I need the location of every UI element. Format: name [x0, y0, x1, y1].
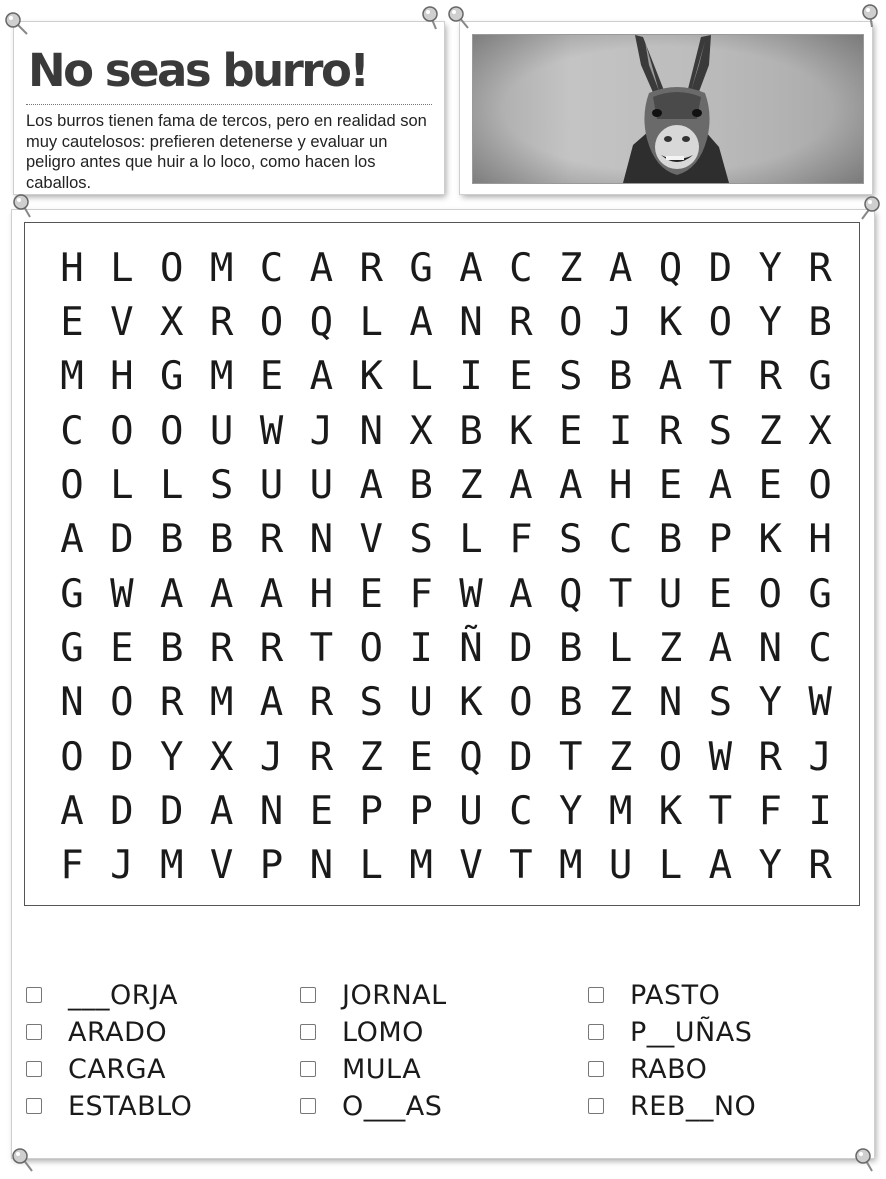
- grid-letter[interactable]: E: [758, 462, 782, 508]
- grid-letter[interactable]: K: [459, 680, 483, 726]
- grid-letter[interactable]: A: [608, 245, 633, 291]
- grid-letter[interactable]: D: [110, 788, 134, 834]
- word-label: MULA: [342, 1053, 422, 1085]
- grid-letter[interactable]: E: [558, 408, 583, 454]
- word-checkbox[interactable]: [588, 1061, 604, 1077]
- donkey-photo: [472, 34, 864, 184]
- grid-letter[interactable]: P: [708, 517, 733, 563]
- grid-letter[interactable]: N: [259, 788, 284, 834]
- grid-letter[interactable]: D: [509, 734, 533, 780]
- grid-letter[interactable]: E: [259, 354, 284, 400]
- grid-letter[interactable]: G: [409, 245, 433, 291]
- grid-letter[interactable]: A: [259, 680, 284, 726]
- grid-letter[interactable]: O: [509, 680, 533, 726]
- grid-letter[interactable]: T: [558, 734, 583, 780]
- grid-letter[interactable]: R: [808, 245, 832, 291]
- grid-letter[interactable]: I: [608, 408, 633, 454]
- word-checkbox[interactable]: [26, 1098, 42, 1114]
- grid-letter[interactable]: S: [359, 680, 383, 726]
- grid-letter[interactable]: E: [309, 788, 334, 834]
- grid-letter[interactable]: E: [509, 354, 533, 400]
- word-checkbox[interactable]: [300, 987, 316, 1003]
- grid-letter[interactable]: L: [359, 843, 383, 889]
- word-item[interactable]: [26, 1054, 166, 1084]
- word-item[interactable]: [588, 1091, 756, 1121]
- grid-letter[interactable]: B: [558, 625, 583, 671]
- grid-letter[interactable]: Y: [558, 788, 583, 834]
- grid-letter[interactable]: A: [359, 462, 383, 508]
- grid-letter[interactable]: H: [808, 517, 832, 563]
- word-item[interactable]: [300, 1091, 442, 1121]
- grid-letter[interactable]: O: [558, 299, 583, 345]
- grid-letter[interactable]: U: [608, 843, 633, 889]
- grid-letter[interactable]: U: [309, 462, 334, 508]
- grid-letter[interactable]: Y: [758, 843, 782, 889]
- grid-letter[interactable]: Z: [758, 408, 782, 454]
- grid-letter[interactable]: U: [459, 788, 483, 834]
- grid-letter[interactable]: O: [110, 408, 134, 454]
- grid-letter[interactable]: T: [608, 571, 633, 617]
- word-item[interactable]: [588, 980, 720, 1010]
- grid-letter[interactable]: N: [359, 408, 383, 454]
- page-title: No seas burro!: [28, 44, 368, 97]
- grid-letter[interactable]: D: [509, 625, 533, 671]
- grid-letter[interactable]: A: [60, 517, 84, 563]
- grid-letter[interactable]: A: [658, 354, 683, 400]
- grid-letter[interactable]: L: [459, 517, 483, 563]
- grid-letter[interactable]: W: [808, 680, 832, 726]
- grid-letter[interactable]: R: [758, 354, 782, 400]
- grid-letter[interactable]: Y: [758, 299, 782, 345]
- word-item[interactable]: [588, 1054, 707, 1084]
- grid-letter[interactable]: O: [259, 299, 284, 345]
- grid-letter[interactable]: R: [808, 843, 832, 889]
- grid-letter[interactable]: Z: [608, 680, 633, 726]
- grid-letter[interactable]: O: [808, 462, 832, 508]
- grid-letter[interactable]: L: [110, 245, 134, 291]
- grid-letter[interactable]: N: [309, 517, 334, 563]
- grid-letter[interactable]: R: [209, 625, 234, 671]
- word-label: JORNAL: [342, 979, 447, 1011]
- word-label: PASTO: [630, 979, 721, 1011]
- grid-letter[interactable]: C: [60, 408, 84, 454]
- grid-letter[interactable]: P: [409, 788, 433, 834]
- word-item[interactable]: [300, 1017, 424, 1047]
- grid-letter[interactable]: C: [509, 788, 533, 834]
- grid-letter[interactable]: U: [658, 571, 683, 617]
- grid-letter[interactable]: G: [159, 354, 184, 400]
- word-list: [12, 980, 874, 1130]
- grid-letter[interactable]: Q: [658, 245, 683, 291]
- grid-letter[interactable]: H: [60, 245, 84, 291]
- grid-letter[interactable]: R: [259, 517, 284, 563]
- word-item[interactable]: [588, 1017, 752, 1047]
- grid-letter[interactable]: X: [808, 408, 832, 454]
- grid-letter[interactable]: K: [359, 354, 383, 400]
- grid-letter[interactable]: R: [309, 734, 334, 780]
- grid-letter[interactable]: L: [359, 299, 383, 345]
- photo-card: [460, 22, 872, 194]
- grid-letter[interactable]: S: [409, 517, 433, 563]
- grid-letter[interactable]: R: [209, 299, 234, 345]
- grid-letter[interactable]: Y: [758, 680, 782, 726]
- grid-letter[interactable]: J: [110, 843, 134, 889]
- word-item[interactable]: [300, 1054, 421, 1084]
- grid-letter[interactable]: G: [60, 571, 84, 617]
- grid-letter[interactable]: J: [808, 734, 832, 780]
- grid-letter[interactable]: V: [359, 517, 383, 563]
- grid-letter[interactable]: O: [359, 625, 383, 671]
- pushpin-icon: [10, 1146, 36, 1172]
- grid-letter[interactable]: L: [110, 462, 134, 508]
- word-checkbox[interactable]: [26, 1024, 42, 1040]
- grid-letter[interactable]: U: [209, 408, 234, 454]
- grid-letter[interactable]: O: [60, 462, 84, 508]
- grid-letter[interactable]: V: [459, 843, 483, 889]
- grid-letter[interactable]: Ñ: [459, 625, 483, 671]
- grid-letter[interactable]: L: [409, 354, 433, 400]
- pushpin-icon: [418, 4, 444, 30]
- grid-letter[interactable]: O: [159, 408, 184, 454]
- grid-letter[interactable]: F: [758, 788, 782, 834]
- grid-letter[interactable]: X: [409, 408, 433, 454]
- grid-letter[interactable]: K: [658, 788, 683, 834]
- grid-letter[interactable]: U: [259, 462, 284, 508]
- grid-letter[interactable]: R: [309, 680, 334, 726]
- grid-letter[interactable]: A: [708, 625, 733, 671]
- grid-letter[interactable]: B: [808, 299, 832, 345]
- word-label: LOMO: [342, 1016, 424, 1048]
- grid-letter[interactable]: O: [110, 680, 134, 726]
- word-checkbox[interactable]: [588, 1098, 604, 1114]
- grid-letter[interactable]: O: [758, 571, 782, 617]
- word-label: ARADO: [68, 1016, 168, 1048]
- grid-letter[interactable]: S: [708, 408, 733, 454]
- grid-letter[interactable]: M: [60, 354, 84, 400]
- word-item[interactable]: [300, 980, 447, 1010]
- word-label: ESTABLO: [68, 1090, 193, 1122]
- grid-letter[interactable]: B: [409, 462, 433, 508]
- grid-letter[interactable]: A: [309, 245, 334, 291]
- grid-letter[interactable]: Z: [359, 734, 383, 780]
- grid-letter[interactable]: V: [209, 843, 234, 889]
- grid-letter[interactable]: A: [509, 571, 533, 617]
- grid-letter[interactable]: B: [159, 625, 184, 671]
- grid-letter[interactable]: Z: [608, 734, 633, 780]
- grid-letter[interactable]: B: [558, 680, 583, 726]
- word-item[interactable]: [26, 980, 178, 1010]
- grid-letter[interactable]: A: [409, 299, 433, 345]
- grid-letter[interactable]: A: [209, 571, 234, 617]
- grid-letter[interactable]: O: [60, 734, 84, 780]
- grid-letter[interactable]: A: [708, 462, 733, 508]
- grid-letter[interactable]: I: [409, 625, 433, 671]
- pushpin-icon: [446, 4, 472, 30]
- word-search-card: [12, 210, 874, 1158]
- grid-letter[interactable]: X: [159, 299, 184, 345]
- grid-letter[interactable]: L: [658, 843, 683, 889]
- grid-letter[interactable]: J: [608, 299, 633, 345]
- pushpin-icon: [3, 10, 29, 36]
- word-item[interactable]: [26, 1091, 192, 1121]
- grid-letter[interactable]: W: [459, 571, 483, 617]
- grid-letter[interactable]: I: [459, 354, 483, 400]
- grid-letter[interactable]: R: [359, 245, 383, 291]
- grid-letter[interactable]: U: [409, 680, 433, 726]
- grid-letter[interactable]: N: [658, 680, 683, 726]
- grid-letter[interactable]: Z: [658, 625, 683, 671]
- grid-letter[interactable]: Z: [558, 245, 583, 291]
- grid-letter[interactable]: Q: [309, 299, 334, 345]
- grid-letter[interactable]: T: [509, 843, 533, 889]
- grid-letter[interactable]: K: [658, 299, 683, 345]
- grid-letter[interactable]: R: [259, 625, 284, 671]
- grid-letter[interactable]: E: [708, 571, 733, 617]
- grid-letter[interactable]: B: [608, 354, 633, 400]
- word-label: ___ORJA: [68, 979, 178, 1011]
- grid-letter[interactable]: A: [459, 245, 483, 291]
- grid-letter[interactable]: F: [509, 517, 533, 563]
- grid-letter[interactable]: F: [409, 571, 433, 617]
- grid-letter[interactable]: W: [708, 734, 733, 780]
- grid-letter[interactable]: R: [758, 734, 782, 780]
- grid-letter[interactable]: H: [110, 354, 134, 400]
- title-divider: [26, 104, 432, 105]
- grid-letter[interactable]: M: [608, 788, 633, 834]
- grid-letter[interactable]: R: [658, 408, 683, 454]
- grid-letter[interactable]: C: [259, 245, 284, 291]
- grid-letter[interactable]: M: [409, 843, 433, 889]
- grid-letter[interactable]: F: [60, 843, 84, 889]
- grid-letter[interactable]: A: [60, 788, 84, 834]
- grid-letter[interactable]: K: [758, 517, 782, 563]
- grid-letter[interactable]: H: [608, 462, 633, 508]
- pushpin-icon: [852, 1146, 878, 1172]
- title-card: [14, 22, 444, 194]
- grid-letter[interactable]: A: [209, 788, 234, 834]
- grid-letter[interactable]: D: [110, 517, 134, 563]
- grid-letter[interactable]: T: [708, 788, 733, 834]
- grid-letter[interactable]: V: [110, 299, 134, 345]
- grid-letter[interactable]: W: [110, 571, 134, 617]
- intro-text: Los burros tienen fama de tercos, pero en realidad son muy cautelosos: prefieren detenerse y evaluar un peligro antes que huir a lo loco, como hacen los caballos.: [26, 112, 427, 192]
- grid-letter[interactable]: S: [558, 354, 583, 400]
- grid-letter[interactable]: G: [60, 625, 84, 671]
- grid-letter[interactable]: A: [309, 354, 334, 400]
- grid-letter[interactable]: A: [159, 571, 184, 617]
- grid-letter[interactable]: M: [209, 680, 234, 726]
- grid-letter[interactable]: O: [159, 245, 184, 291]
- word-checkbox[interactable]: [300, 1024, 316, 1040]
- grid-letter[interactable]: P: [359, 788, 383, 834]
- grid-letter[interactable]: C: [509, 245, 533, 291]
- grid-letter[interactable]: S: [708, 680, 733, 726]
- grid-letter[interactable]: S: [558, 517, 583, 563]
- word-checkbox[interactable]: [300, 1098, 316, 1114]
- grid-letter[interactable]: R: [159, 680, 184, 726]
- grid-letter[interactable]: G: [808, 571, 832, 617]
- grid-letter[interactable]: B: [159, 517, 184, 563]
- grid-letter[interactable]: R: [509, 299, 533, 345]
- word-checkbox[interactable]: [588, 1024, 604, 1040]
- grid-letter[interactable]: A: [558, 462, 583, 508]
- grid-letter[interactable]: T: [708, 354, 733, 400]
- grid-letter[interactable]: C: [808, 625, 832, 671]
- word-checkbox[interactable]: [26, 1061, 42, 1077]
- word-item[interactable]: [26, 1017, 167, 1047]
- grid-letter[interactable]: E: [110, 625, 134, 671]
- grid-letter[interactable]: K: [509, 408, 533, 454]
- grid-letter[interactable]: L: [159, 462, 184, 508]
- grid-letter[interactable]: D: [159, 788, 184, 834]
- grid-letter[interactable]: D: [110, 734, 134, 780]
- word-checkbox[interactable]: [26, 987, 42, 1003]
- grid-letter[interactable]: M: [159, 843, 184, 889]
- grid-letter[interactable]: H: [309, 571, 334, 617]
- grid-letter[interactable]: B: [459, 408, 483, 454]
- grid-letter[interactable]: E: [658, 462, 683, 508]
- grid-letter[interactable]: E: [409, 734, 433, 780]
- grid-letter[interactable]: L: [608, 625, 633, 671]
- grid-letter[interactable]: N: [758, 625, 782, 671]
- pushpin-icon: [858, 2, 884, 28]
- grid-letter[interactable]: A: [259, 571, 284, 617]
- word-label: REB__NO: [630, 1090, 757, 1122]
- grid-letter[interactable]: W: [259, 408, 284, 454]
- grid-letter[interactable]: M: [209, 245, 234, 291]
- grid-letter[interactable]: J: [309, 408, 334, 454]
- grid-letter[interactable]: Y: [758, 245, 782, 291]
- grid-letter[interactable]: P: [259, 843, 284, 889]
- grid-letter[interactable]: C: [608, 517, 633, 563]
- grid-letter[interactable]: D: [708, 245, 733, 291]
- pushpin-icon: [858, 194, 884, 220]
- letter-grid-frame: [24, 222, 860, 906]
- grid-letter[interactable]: G: [808, 354, 832, 400]
- donkey-icon: [473, 35, 863, 183]
- grid-letter[interactable]: X: [209, 734, 234, 780]
- grid-letter[interactable]: Q: [459, 734, 483, 780]
- grid-letter[interactable]: N: [459, 299, 483, 345]
- grid-letter[interactable]: I: [808, 788, 832, 834]
- grid-letter[interactable]: M: [209, 354, 234, 400]
- grid-letter[interactable]: E: [60, 299, 84, 345]
- letter-grid[interactable]: [25, 223, 859, 905]
- word-label: P__UÑAS: [630, 1016, 753, 1048]
- grid-letter[interactable]: M: [558, 843, 583, 889]
- grid-letter[interactable]: A: [509, 462, 533, 508]
- word-checkbox[interactable]: [300, 1061, 316, 1077]
- pushpin-icon: [10, 192, 36, 218]
- grid-letter[interactable]: J: [259, 734, 284, 780]
- grid-letter[interactable]: Q: [558, 571, 583, 617]
- grid-letter[interactable]: O: [658, 734, 683, 780]
- grid-letter[interactable]: T: [309, 625, 334, 671]
- grid-letter[interactable]: Y: [159, 734, 184, 780]
- grid-letter[interactable]: A: [708, 843, 733, 889]
- grid-letter[interactable]: N: [309, 843, 334, 889]
- grid-letter[interactable]: O: [708, 299, 733, 345]
- word-checkbox[interactable]: [588, 987, 604, 1003]
- word-label: RABO: [630, 1053, 708, 1085]
- grid-letter[interactable]: Z: [459, 462, 483, 508]
- grid-letter[interactable]: N: [60, 680, 84, 726]
- grid-letter[interactable]: B: [209, 517, 234, 563]
- grid-letter[interactable]: B: [658, 517, 683, 563]
- grid-letter[interactable]: E: [359, 571, 383, 617]
- grid-letter[interactable]: S: [209, 462, 234, 508]
- word-label: CARGA: [68, 1053, 166, 1085]
- word-label: O___AS: [342, 1090, 443, 1122]
